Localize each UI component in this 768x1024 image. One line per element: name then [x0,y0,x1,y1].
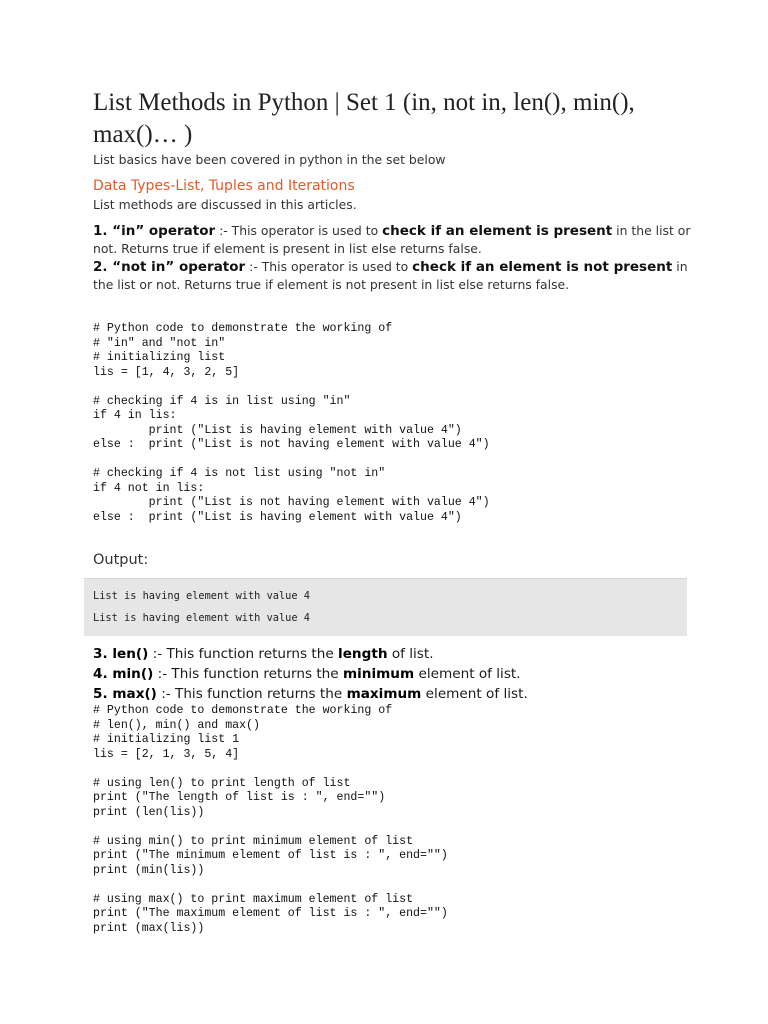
code-block-len-min-max: # Python code to demonstrate the working of # len(), min() and max() # initializing list 1 lis = [2, 1, 3, 5, 4] # using len() to print length of list print ("The length of list is : ", end="") print (len(lis)) # using min() to print minimum element of list print ("The minimum element of list is : ", end="") print (min(lis)) # using max() to print maximum element of list print ("The maximum element of list is : ", end="") print (max(lis)) [93,704,448,935]
min-pre: :- This function returns the [153,666,343,682]
in-operator-highlight: check if an element is present [382,223,613,239]
max-post: element of list. [421,686,528,702]
min-bold: minimum [342,666,415,682]
min-post: element of list. [414,666,521,682]
code-block-in-not-in: # Python code to demonstrate the working of # "in" and "not in" # initializing list lis = [1, 4, 3, 2, 5] # checking if 4 is in list using "in" if 4 in lis: print ("List is having element with value 4") else : print ("List is not having element with value 4") # checking if 4 is not list using "not in" if 4 not in lis: print ("List is not having element with value 4") else : print ("List is having element with value 4") [93,322,490,524]
page-title: List Methods in Python | Set 1 (in, not in, len(), min(), max()… ) [93,89,635,148]
max-pre: :- This function returns the [156,686,347,702]
output-line: List is having element with value 4 [93,612,310,624]
not-in-operator-post: in the list or not. Returns true if element is not present in list else returns false. [93,259,688,292]
min-description [93,666,521,682]
in-operator-post: in the list or not. Returns true if element is present in list else returns false. [93,223,691,256]
len-bold: length [338,646,388,662]
in-operator-pre: :- This operator is used to [215,223,383,238]
data-types-link[interactable]: Data Types-List, Tuples and Iterations [93,178,355,194]
max-description [93,686,528,702]
in-operator-paragraph [93,222,693,258]
min-name: 4. min() [93,666,154,682]
output-line: List is having element with value 4 [93,590,310,602]
max-bold: maximum [346,686,422,702]
len-post: of list. [387,646,434,662]
not-in-operator-label: 2. “not in” operator [93,259,246,275]
intro-text: List basics have been covered in python in the set below [93,152,446,167]
output-box [84,578,687,636]
in-operator-label: 1. “in” operator [93,223,216,239]
output-label: Output: [93,552,149,568]
len-name: 3. len() [93,646,149,662]
max-name: 5. max() [93,686,157,702]
len-description [93,646,434,662]
len-pre: :- This function returns the [148,646,339,662]
discussed-text: List methods are discussed in this articles. [93,197,357,212]
not-in-operator-pre: :- This operator is used to [245,259,413,274]
not-in-operator-paragraph [93,258,693,294]
not-in-operator-highlight: check if an element is not present [412,259,673,275]
